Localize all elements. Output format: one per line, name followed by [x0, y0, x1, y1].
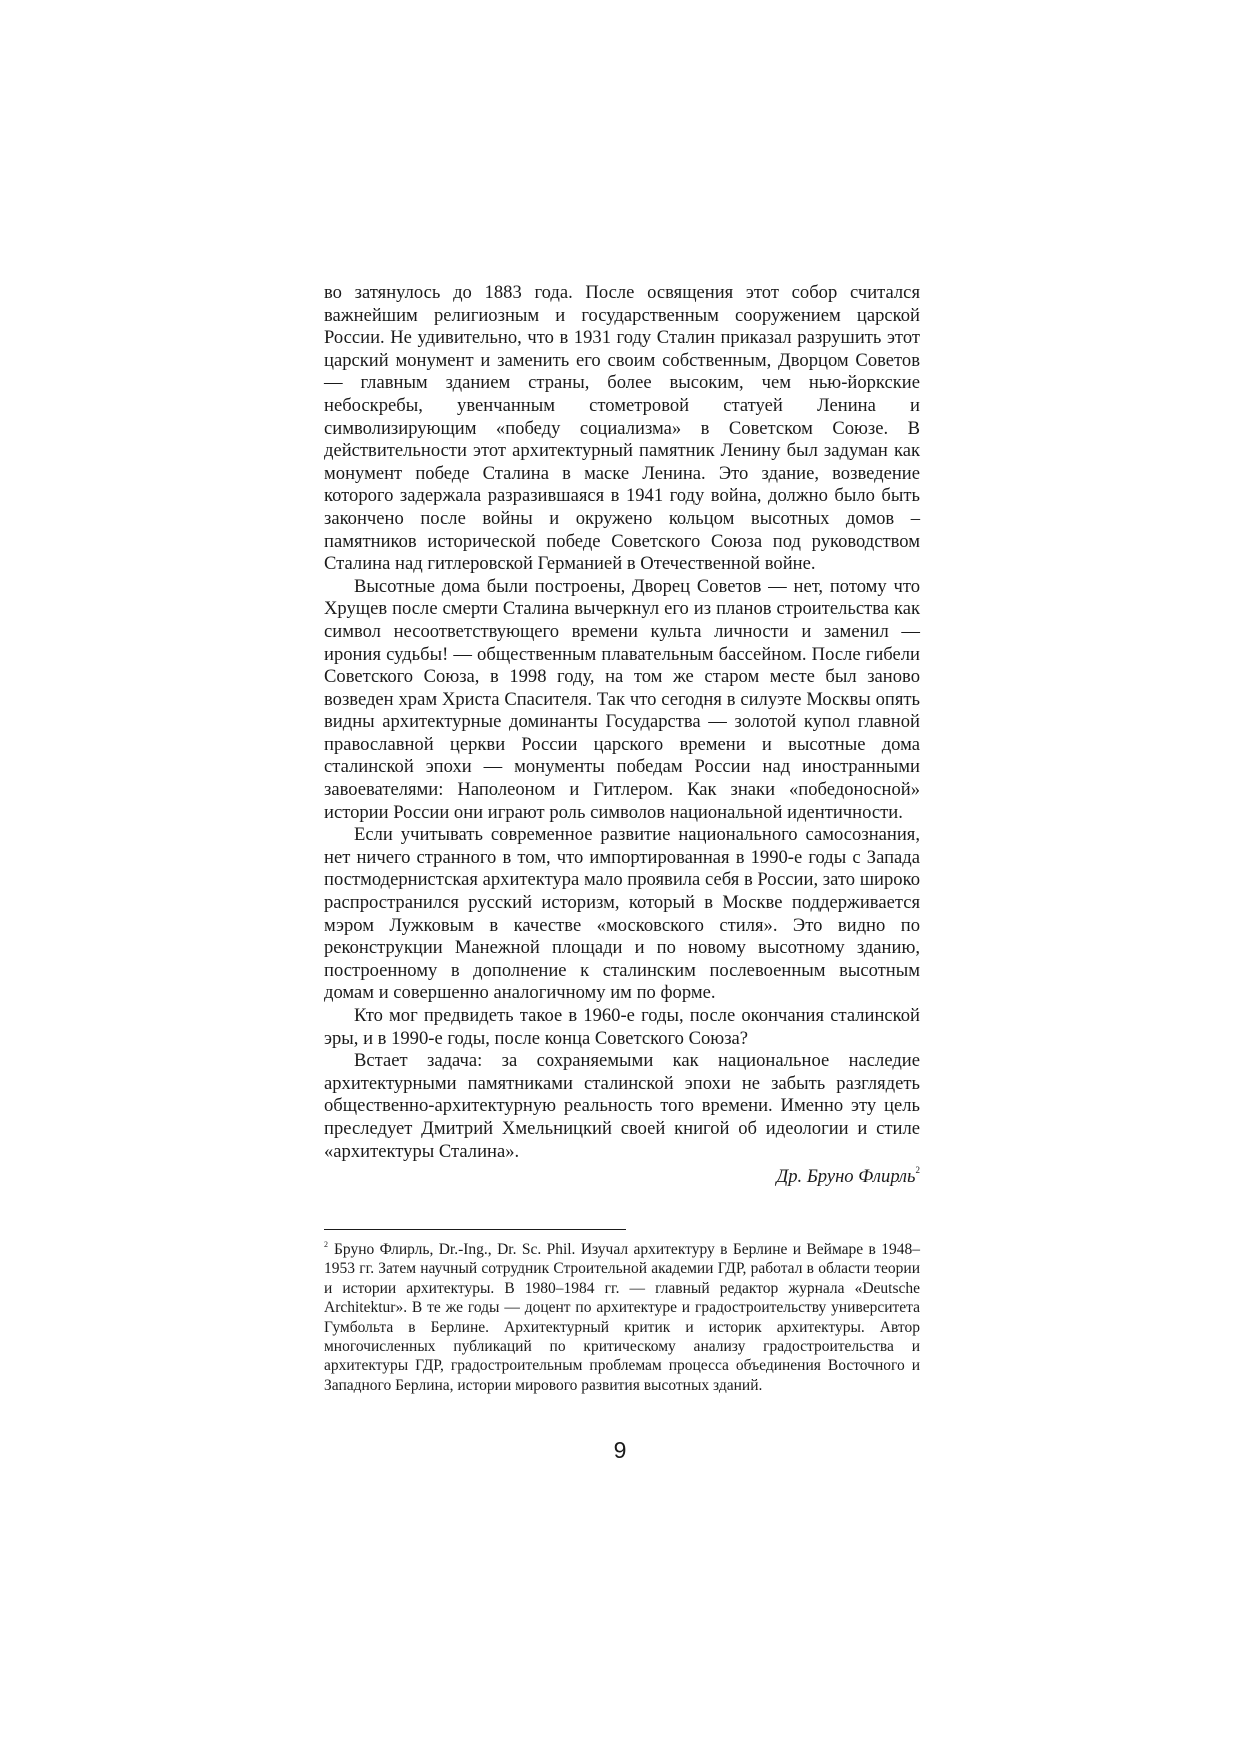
paragraph-2: Высотные дома были построены, Дворец Советов — нет, потому что Хрущев после смерти Сталина вычеркнул его из планов строительства как символ несоответствующего времени культа личности и заменил — ирония судьбы! — общественным плавательным бассейном. После гибели Советского Союза, в 1998 году, на том же старом месте был заново возведен храм Христа Спасителя. Так что сегодня в силуэте Москвы опять видны архитектурные доминанты Государства — золотой купол главной православной церкви России царского времени и высотные дома сталинской эпохи — монументы победам России над иностранными завоевателями: Наполеоном и Гитлером. Как знаки «победоносной» истории России они играют роль символов национальной идентичности.: [324, 575, 920, 823]
author-signature: [324, 1163, 920, 1189]
main-text: [324, 282, 920, 1189]
paragraph-5: Встает задача: за сохраняемыми как национальное наследие архитектурными памятниками сталинской эпохи не забыть разглядеть общественно-архитектурную реальность того времени. Именно эту цель преследует Дмитрий Хмельницкий своей книгой об идеологии и стиле «архитектуры Сталина».: [324, 1050, 920, 1162]
paragraph-4: Кто мог предвидеть такое в 1960-е годы, после окончания сталинской эры, и в 1990-е годы, после конца Советского Союза?: [324, 1005, 920, 1049]
paragraph-3: Если учитывать современное развитие национального самосознания, нет ничего странного в том, что импортированная в 1990-е годы с Запада постмодернистская архитектура мало проявила себя в России, зато широко распространился русский историзм, который в Москве поддерживается мэром Лужковым в качестве «московского стиля». Это видно по реконструкции Манежной площади и по новому высотному зданию, построенному в дополнение к сталинским послевоенным высотным домам и совершенно аналогичному им по форме.: [324, 824, 920, 1004]
footnote-mark: 2: [324, 1240, 328, 1249]
signature-footnote-mark: 2: [915, 1165, 920, 1176]
signature-name: Др. Бруно Флирль: [776, 1166, 916, 1188]
footnote-divider: [324, 1229, 626, 1230]
page-number: 9: [613, 1437, 627, 1463]
paragraph-1: во затянулось до 1883 года. После освящения этот собор считался важнейшим религиозным и государственным сооружением царской России. Не удивительно, что в 1931 году Сталин приказал разрушить этот царский монумент и заменить его своим собственным, Дворцом Советов — главным зданием страны, более высоким, чем нью-йоркские небоскребы, увенчанным стометровой статуей Ленина и символизирующим «победу социализма» в Советском Союзе. В действительности этот архитектурный памятник Ленину был задуман как монумент победе Сталина в маске Ленина. Это здание, возведение которого задержала разразившаяся в 1941 году война, должно было быть закончено после войны и окружено кольцом высотных домов – памятников исторической победе Советского Союза под руководством Сталина над гитлеровской Германией в Отечественной войне.: [324, 282, 920, 575]
footnote: [324, 1240, 920, 1395]
footnote-text: Бруно Флирль, Dr.-Ing., Dr. Sc. Phil. Изучал архитектуру в Берлине и Веймаре в 1948–1953 гг. Затем научный сотрудник Строительной академии ГДР, работал в области теории и истории архитектуры. В 1980–1984 гг. — главный редактор журнала «Deutsche Architektur». В те же годы — доцент по архитектуре и градостроительству университета Гумбольта в Берлине. Архитектурный критик и историк архитектуры. Автор многочисленных публикаций по критическому анализу градостроительства и архитектуры ГДР, градостроительным проблемам процесса объединения Восточного и Западного Берлина, истории мирового развития высотных зданий.: [324, 1241, 920, 1394]
